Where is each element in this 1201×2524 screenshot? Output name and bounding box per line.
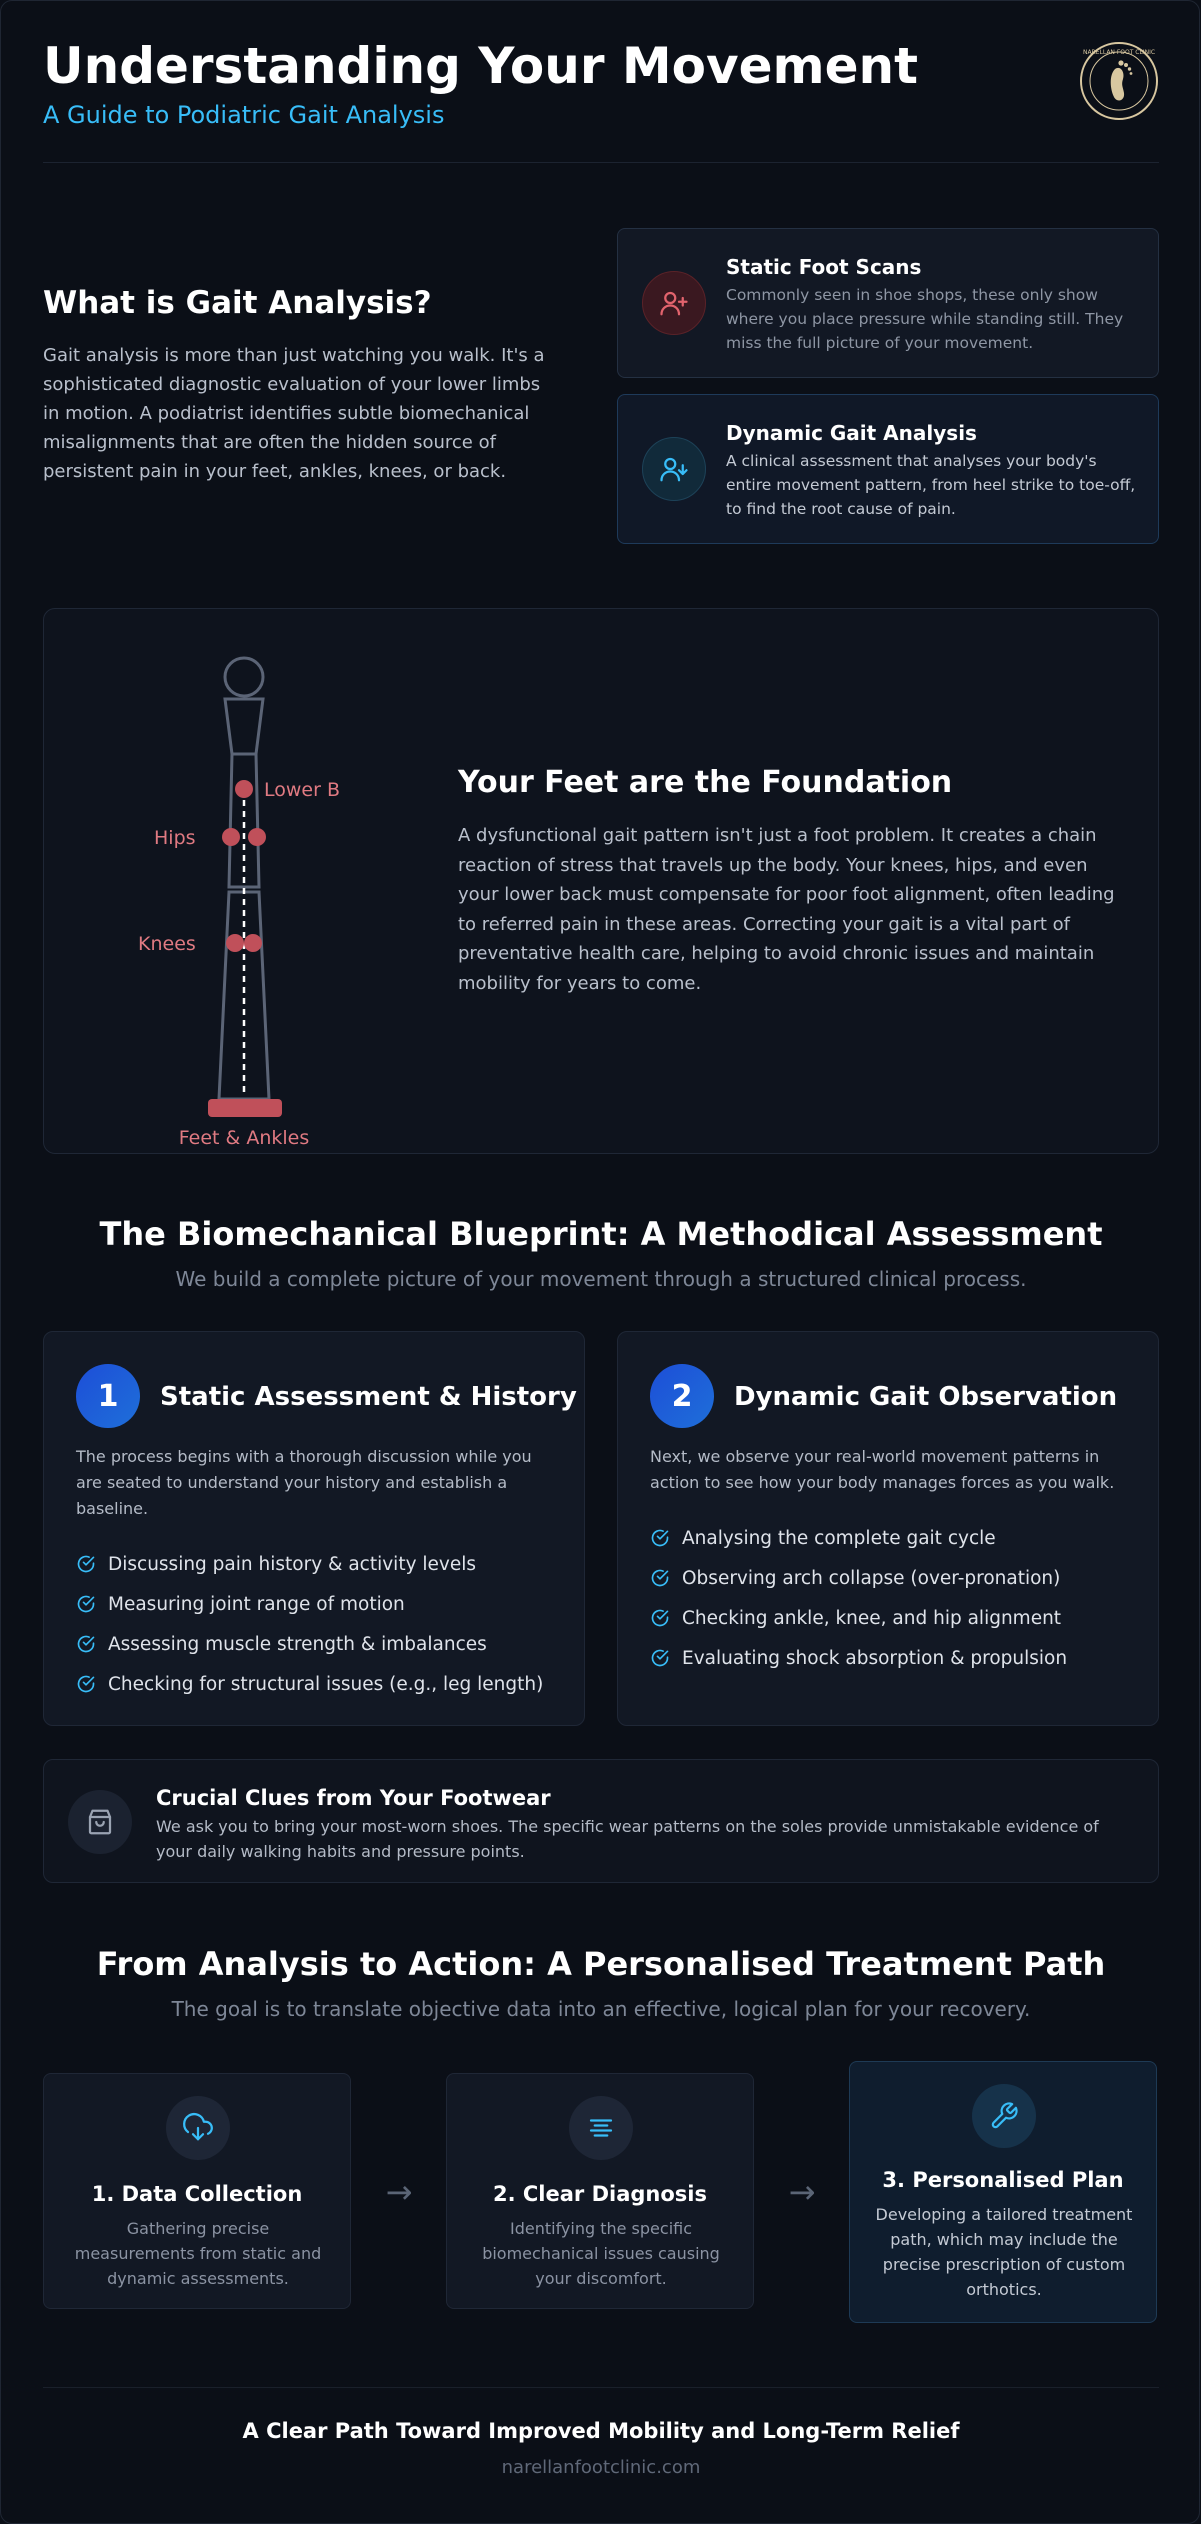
- label-knees: Knees: [138, 933, 196, 955]
- checklist-item-label: Assessing muscle strength & imbalances: [108, 1633, 487, 1655]
- label-feet: Feet & Ankles: [178, 1127, 310, 1149]
- check-circle-icon: [650, 1528, 670, 1548]
- dynamic-observation-text: Next, we observe your real-world movement patterns in action to see how your body manages forces as you walk.: [650, 1447, 1115, 1492]
- checklist-item: [650, 1598, 1067, 1638]
- checklist-item-label: Discussing pain history & activity levels: [108, 1553, 477, 1575]
- check-circle-icon: [650, 1648, 670, 1668]
- checklist-item: [650, 1558, 1067, 1598]
- check-circle-icon: [76, 1634, 96, 1654]
- blueprint-title: The Biomechanical Blueprint: A Methodical Assessment: [99, 1215, 1103, 1253]
- path-step-text: Identifying the specific biomechanical issues causing your discomfort.: [482, 2219, 720, 2288]
- foundation-text-block: [458, 763, 1124, 998]
- check-circle-icon: [76, 1674, 96, 1694]
- blueprint-heading: [1, 1215, 1201, 1291]
- path-step-text: Developing a tailored treatment path, which may include the precise prescription of custom orthotics.: [875, 2205, 1133, 2299]
- footer-website-link[interactable]: narellanfootclinic.com: [501, 2457, 701, 2478]
- static-assessment-card: [43, 1331, 585, 1726]
- checklist-item: [76, 1584, 543, 1624]
- checklist-item-label: Checking ankle, knee, and hip alignment: [682, 1607, 1062, 1629]
- treatment-title: From Analysis to Action: A Personalised Treatment Path: [96, 1945, 1106, 1983]
- static-assessment-title: Static Assessment & History: [160, 1382, 577, 1412]
- shopping-bag-icon: [68, 1790, 132, 1854]
- footwear-title: Crucial Clues from Your Footwear: [156, 1786, 551, 1810]
- path-step-title: 3. Personalised Plan: [882, 2168, 1124, 2192]
- feet-base: [208, 1099, 282, 1117]
- hip-point-left: [222, 828, 240, 846]
- intro-title: What is Gait Analysis?: [43, 285, 432, 321]
- treatment-heading: [1, 1945, 1201, 2021]
- path-step-title: 2. Clear Diagnosis: [493, 2182, 707, 2206]
- dynamic-analysis-title: Dynamic Gait Analysis: [726, 421, 977, 445]
- static-scan-title: Static Foot Scans: [726, 255, 922, 279]
- logo-text: NARELLAN FOOT CLINIC: [1082, 49, 1156, 56]
- path-step-title: 1. Data Collection: [91, 2182, 303, 2206]
- step-number-badge: 1: [76, 1364, 140, 1428]
- checklist-item-label: Checking for structural issues (e.g., leg length): [108, 1673, 544, 1695]
- checklist-item: [650, 1518, 1067, 1558]
- step-number-badge: 2: [650, 1364, 714, 1428]
- static-scan-text: Commonly seen in shoe shops, these only show where you place pressure while standing still. They miss the full picture of your movement.: [726, 286, 1124, 352]
- footwear-text: We ask you to bring your most-worn shoes. The specific wear patterns on the soles provide unmistakable evidence of your daily walking habits and pressure points.: [156, 1817, 1099, 1861]
- check-circle-icon: [76, 1554, 96, 1574]
- checklist-item-label: Measuring joint range of motion: [108, 1593, 405, 1615]
- static-assessment-checklist: [76, 1544, 543, 1704]
- path-step-clear-diagnosis: [446, 2073, 754, 2309]
- wrench-icon: [972, 2084, 1036, 2148]
- check-circle-icon: [650, 1568, 670, 1588]
- user-check-icon: [642, 437, 706, 501]
- knee-point-left: [226, 934, 244, 952]
- header: [43, 35, 1159, 163]
- static-assessment-text: The process begins with a thorough discussion while you are seated to understand your history and establish a baseline.: [76, 1447, 532, 1518]
- checklist-item-label: Observing arch collapse (over-pronation): [682, 1567, 1061, 1589]
- blueprint-subtitle: We build a complete picture of your movement through a structured clinical process.: [175, 1267, 1027, 1291]
- check-circle-icon: [650, 1608, 670, 1628]
- path-step-data-collection: [43, 2073, 351, 2309]
- figure-neck: [225, 699, 263, 754]
- page-subtitle: A Guide to Podiatric Gait Analysis: [43, 101, 445, 129]
- footwear-callout: [43, 1759, 1159, 1883]
- hip-point-right: [248, 828, 266, 846]
- lower-back-point: [235, 780, 253, 798]
- checklist-item: [650, 1638, 1067, 1678]
- check-circle-icon: [76, 1594, 96, 1614]
- checklist-item: [76, 1544, 543, 1584]
- page-title: Understanding Your Movement: [43, 37, 919, 95]
- body-figure-diagram: [104, 639, 364, 1149]
- label-hips: Hips: [154, 827, 196, 849]
- foundation-title: Your Feet are the Foundation: [458, 765, 953, 800]
- dynamic-observation-card: [617, 1331, 1159, 1726]
- footer-divider: [43, 2387, 1159, 2388]
- path-step-personalised-plan: [849, 2061, 1157, 2323]
- checklist-item: [76, 1624, 543, 1664]
- treatment-subtitle: The goal is to translate objective data into an effective, logical plan for your recovery.: [171, 1997, 1031, 2021]
- foot-logo-icon: [1079, 41, 1159, 121]
- dynamic-observation-checklist: [650, 1518, 1067, 1678]
- figure-head: [225, 658, 263, 696]
- checklist-item: [76, 1664, 543, 1704]
- align-center-icon: [569, 2096, 633, 2160]
- label-lower-back: Lower B: [264, 779, 340, 801]
- foundation-text: A dysfunctional gait pattern isn't just a foot problem. It creates a chain reaction of stress that travels up the body. Your knees, hips, and even your lower back must compensate for poor foot alignment, often leading to referred pain in these areas. Correcting your gait is a vital part of preventative health care, helping to avoid chronic issues and maintain mobility for years to come.: [458, 825, 1115, 994]
- arrow-right-icon: →: [385, 2173, 413, 2211]
- dynamic-analysis-text: A clinical assessment that analyses your body's entire movement pattern, from heel strike to toe-off, to find the root cause of pain.: [726, 452, 1136, 518]
- checklist-item-label: Evaluating shock absorption & propulsion: [682, 1647, 1068, 1669]
- knee-point-right: [244, 934, 262, 952]
- intro-section: [43, 283, 553, 486]
- footer-title: A Clear Path Toward Improved Mobility and Long-Term Relief: [242, 2419, 960, 2443]
- user-plus-icon: [642, 271, 706, 335]
- cloud-download-icon: [166, 2096, 230, 2160]
- dynamic-analysis-card: [617, 394, 1159, 544]
- static-scan-card: [617, 228, 1159, 378]
- foundation-panel: [43, 608, 1159, 1154]
- intro-text: Gait analysis is more than just watching you walk. It's a sophisticated diagnostic evaluation of your lower limbs in motion. A podiatrist identifies subtle biomechanical misalignments that are often the hidden source of persistent pain in your feet, ankles, knees, or back.: [43, 345, 545, 482]
- path-step-text: Gathering precise measurements from static and dynamic assessments.: [74, 2219, 322, 2288]
- arrow-right-icon: →: [788, 2173, 816, 2211]
- checklist-item-label: Analysing the complete gait cycle: [682, 1527, 996, 1549]
- dynamic-observation-title: Dynamic Gait Observation: [734, 1382, 1118, 1412]
